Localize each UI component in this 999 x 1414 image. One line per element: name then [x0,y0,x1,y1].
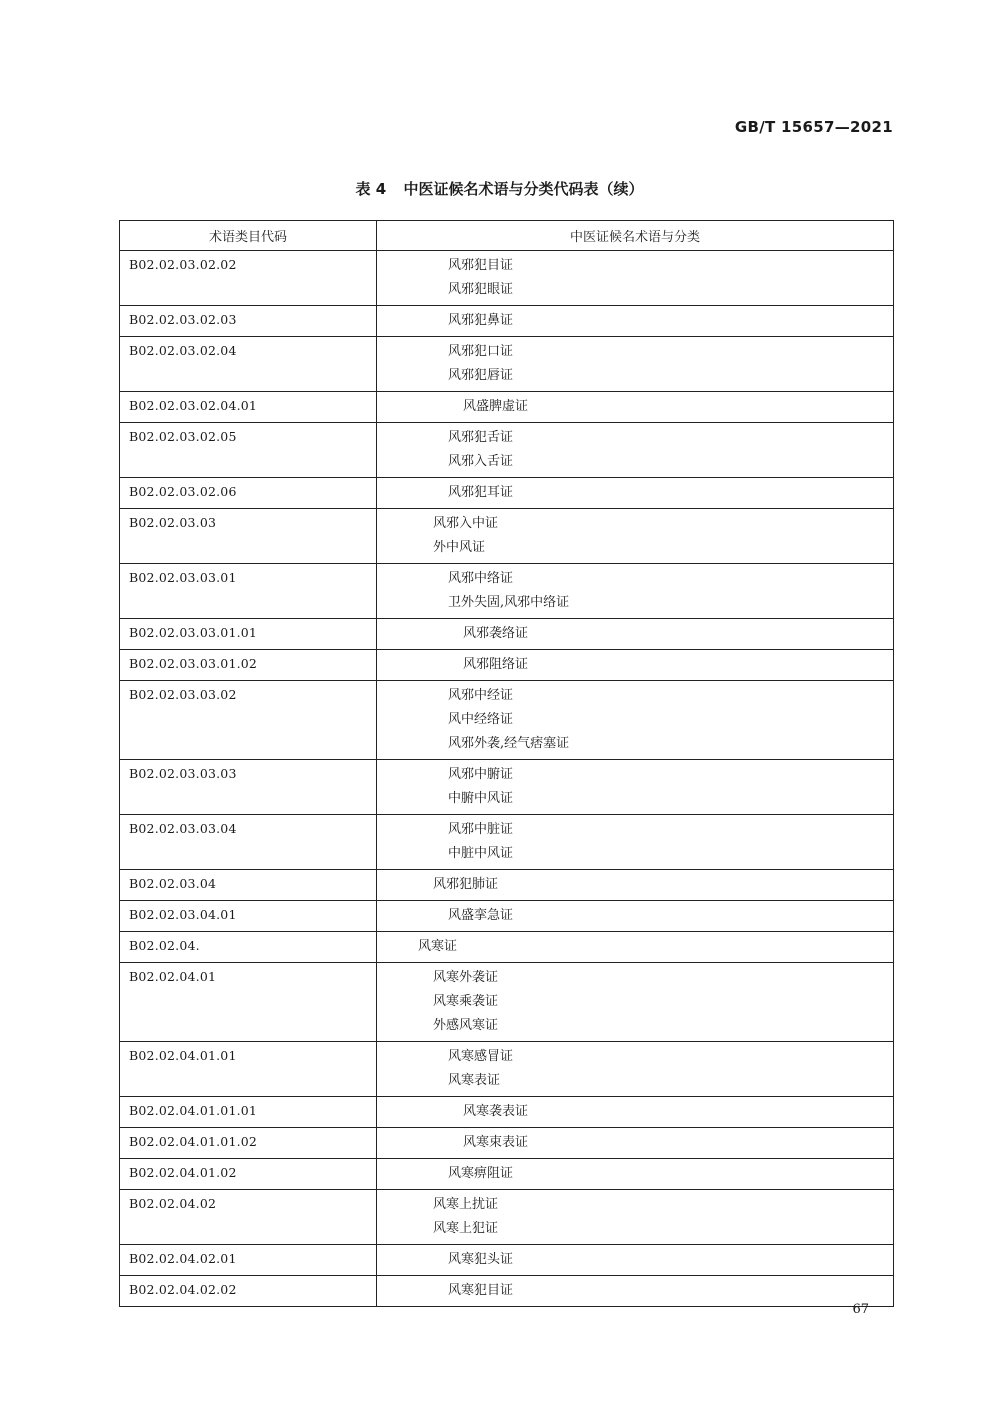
category-code-cell: B02.02.03.03.01.02 [120,650,377,681]
syndrome-term: 风邪犯耳证 [448,485,514,500]
syndrome-term: 风寒犯目证 [448,1283,514,1298]
category-code-cell: B02.02.04.01.02 [120,1159,377,1190]
syndrome-term: 风邪犯唇证 [448,368,514,383]
terms-cell [377,564,894,619]
terminology-table [119,220,894,1307]
table-row [120,251,894,306]
table-row [120,1276,894,1307]
terms-cell [377,478,894,509]
category-code-cell: B02.02.04.01.01.01 [120,1097,377,1128]
terms-cell [377,1159,894,1190]
syndrome-term: 风邪入中证 [433,516,499,531]
table-row [120,306,894,337]
category-code-cell: B02.02.04.01.01.02 [120,1128,377,1159]
syndrome-term: 风邪袭络证 [463,626,529,641]
category-code-cell: B02.02.03.03 [120,509,377,564]
terms-cell [377,932,894,963]
syndrome-term: 风寒感冒证 [448,1049,514,1064]
table-row [120,619,894,650]
table-row [120,1128,894,1159]
terms-cell [377,1245,894,1276]
terms-cell [377,306,894,337]
terms-cell [377,509,894,564]
category-code-cell: B02.02.04.01 [120,963,377,1042]
table-row [120,1042,894,1097]
terms-cell [377,1190,894,1245]
syndrome-term: 风邪犯眼证 [448,282,514,297]
terms-cell [377,251,894,306]
table-row [120,337,894,392]
terms-cell [377,681,894,760]
terms-cell [377,619,894,650]
table-header-row [120,221,894,251]
table-row [120,509,894,564]
table-body [120,251,894,1307]
category-code-cell: B02.02.04.01.01 [120,1042,377,1097]
category-code-cell: B02.02.03.04.01 [120,901,377,932]
column-header-terms: 中医证候名术语与分类 [377,221,894,251]
table-title [0,178,999,199]
table-row [120,870,894,901]
terms-cell [377,1097,894,1128]
table-row [120,1245,894,1276]
category-code-cell: B02.02.03.03.02 [120,681,377,760]
syndrome-term: 风邪中腑证 [448,767,514,782]
table-row [120,815,894,870]
page-number: 67 [852,1302,869,1317]
syndrome-term: 风寒痹阻证 [448,1166,514,1181]
syndrome-term: 中脏中风证 [448,846,514,861]
category-code-cell: B02.02.03.03.04 [120,815,377,870]
syndrome-term: 中腑中风证 [448,791,514,806]
terms-cell [377,760,894,815]
terms-cell [377,901,894,932]
syndrome-term: 风盛挛急证 [448,908,514,923]
syndrome-term: 风寒乘袭证 [433,994,499,1009]
category-code-cell: B02.02.03.02.03 [120,306,377,337]
syndrome-term: 风中经络证 [448,712,514,727]
syndrome-term: 风邪犯目证 [448,258,514,273]
terms-cell [377,963,894,1042]
syndrome-term: 风邪犯肺证 [433,877,499,892]
category-code-cell: B02.02.03.03.03 [120,760,377,815]
syndrome-term: 风寒上扰证 [433,1197,499,1212]
syndrome-term: 风邪犯舌证 [448,430,514,445]
syndrome-term: 风寒犯头证 [448,1252,514,1267]
terms-cell [377,870,894,901]
column-header-code: 术语类目代码 [120,221,377,251]
table-row [120,423,894,478]
table-row [120,478,894,509]
table-row [120,760,894,815]
syndrome-term: 风邪犯口证 [448,344,514,359]
category-code-cell: B02.02.03.02.04 [120,337,377,392]
syndrome-term: 外中风证 [433,540,486,555]
syndrome-term: 风邪外袭,经气痞塞证 [448,736,570,751]
terms-cell [377,815,894,870]
table-row [120,963,894,1042]
syndrome-term: 风寒表证 [448,1073,501,1088]
syndrome-term: 风寒袭表证 [463,1104,529,1119]
syndrome-term: 风邪阻络证 [463,657,529,672]
category-code-cell: B02.02.03.03.01 [120,564,377,619]
category-code-cell: B02.02.03.02.05 [120,423,377,478]
terms-cell [377,392,894,423]
table-title-prefix: 表 4 [355,180,387,198]
terms-cell [377,337,894,392]
syndrome-term: 风邪中脏证 [448,822,514,837]
table-row [120,1190,894,1245]
syndrome-term: 风寒外袭证 [433,970,499,985]
table-row [120,681,894,760]
syndrome-term: 风邪中络证 [448,571,514,586]
category-code-cell: B02.02.03.02.04.01 [120,392,377,423]
terms-cell [377,1276,894,1307]
syndrome-term: 风邪犯鼻证 [448,313,514,328]
category-code-cell: B02.02.03.04 [120,870,377,901]
table-title-text: 中医证候名术语与分类代码表（续） [403,180,644,198]
table-row [120,901,894,932]
table-row [120,564,894,619]
syndrome-term: 风寒束表证 [463,1135,529,1150]
table-row [120,650,894,681]
syndrome-term: 风盛脾虚证 [463,399,529,414]
category-code-cell: B02.02.04.02.02 [120,1276,377,1307]
category-code-cell: B02.02.03.02.06 [120,478,377,509]
standard-code: GB/T 15657—2021 [734,118,893,136]
syndrome-term: 卫外失固,风邪中络证 [448,595,570,610]
syndrome-term: 外感风寒证 [433,1018,499,1033]
category-code-cell: B02.02.04.02 [120,1190,377,1245]
category-code-cell: B02.02.03.02.02 [120,251,377,306]
terms-cell [377,650,894,681]
table-row [120,1097,894,1128]
syndrome-term: 风邪入舌证 [448,454,514,469]
category-code-cell: B02.02.03.03.01.01 [120,619,377,650]
table-row [120,1159,894,1190]
category-code-cell: B02.02.04. [120,932,377,963]
category-code-cell: B02.02.04.02.01 [120,1245,377,1276]
syndrome-term: 风邪中经证 [448,688,514,703]
syndrome-term: 风寒证 [418,939,458,954]
syndrome-term: 风寒上犯证 [433,1221,499,1236]
table-row [120,392,894,423]
terms-cell [377,1128,894,1159]
table-row [120,932,894,963]
terms-cell [377,423,894,478]
terms-cell [377,1042,894,1097]
